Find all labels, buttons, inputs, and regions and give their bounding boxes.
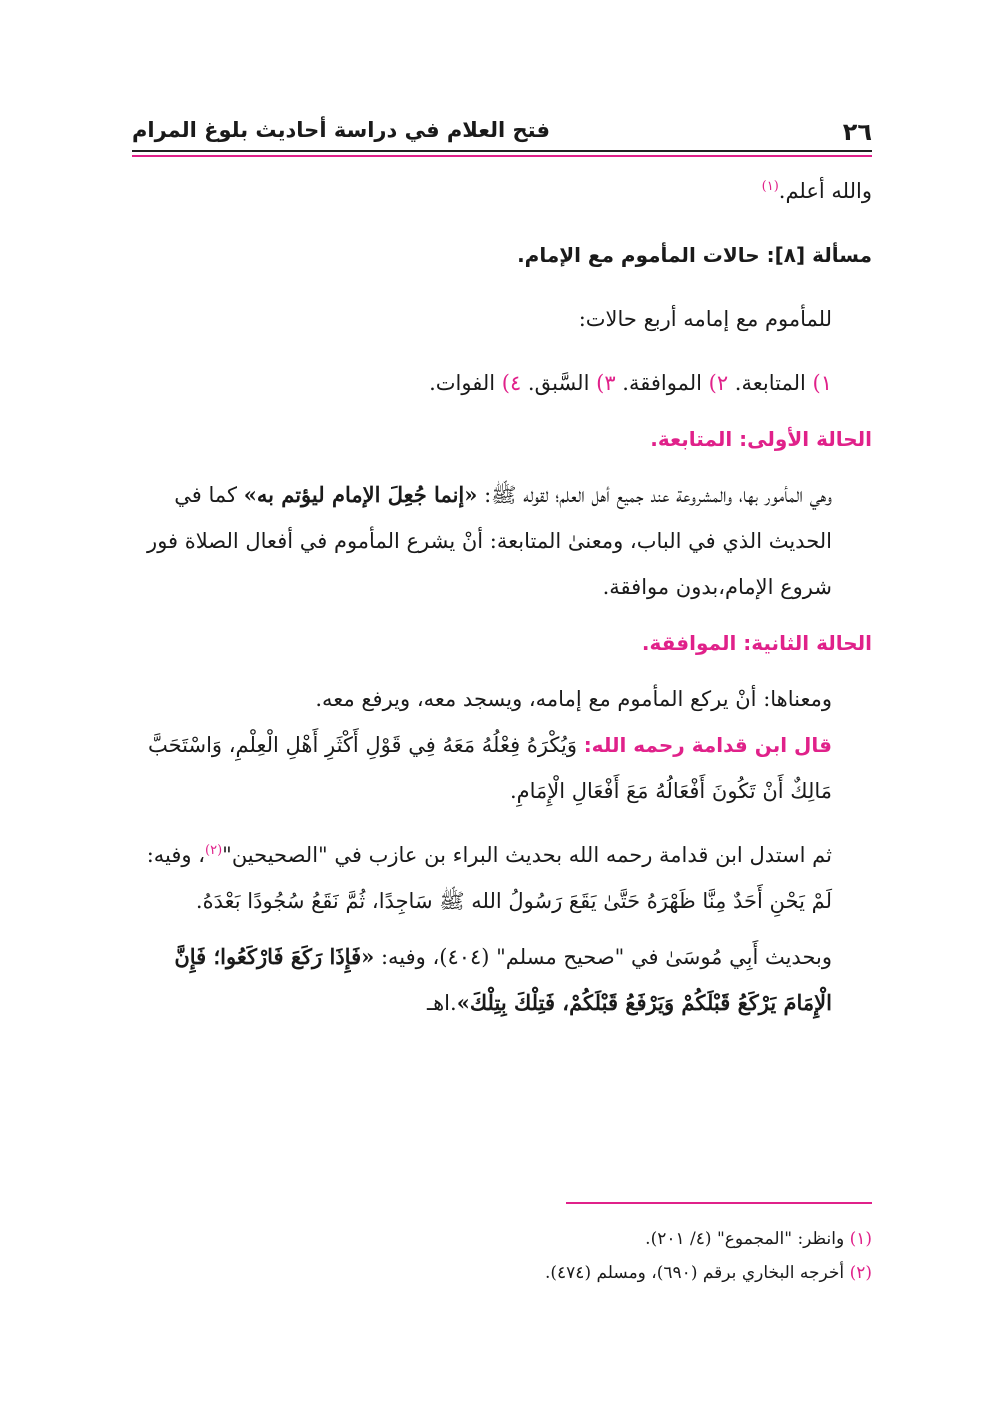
paragraph-2: ومعناها: أنْ يركع المأموم مع إمامه، ويسجد معه، ويرفع معه. [315, 687, 832, 711]
state-number-2: ٢) [708, 371, 729, 395]
page-header [132, 112, 872, 152]
state-4: الفوات. [429, 371, 496, 395]
paragraph-4-text-a: ثم استدل ابن قدامة رحمه الله بحديث البراء بن عازب في "الصحيحين" [222, 843, 832, 867]
state-number-4: ٤) [501, 371, 522, 395]
quoted-text: وَيُكْرَهُ فِعْلُهُ مَعَهُ فِي قَوْلِ أَكْثَرِ أَهْلِ الْعِلْمِ، وَاسْتَحَبَّ مَالِكٌ أَنْ تَكُونَ أَفْعَالُهُ مَعَ أَفْعَالِ الْإِمَامِ. [147, 733, 832, 803]
hadith-quote-1: «إنما جُعِلَ الإمام ليؤتم به» [243, 482, 478, 507]
paragraph-5-end: .اهـ [426, 991, 457, 1015]
footnote-1-number: (١) [849, 1229, 872, 1249]
section-heading-1: الحالة الأولى: المتابعة. [650, 427, 872, 451]
paragraph-1 [132, 472, 872, 610]
footnote-2-number: (٢) [849, 1263, 872, 1283]
state-number-1: ١) [812, 371, 832, 395]
state-2: الموافقة. [622, 371, 702, 395]
masala-heading [132, 232, 872, 278]
paragraph-4 [132, 832, 872, 924]
intro-line: للمأموم مع إمامه أربع حالات: [578, 307, 832, 331]
masala-title: حالات المأموم مع الإمام. [517, 243, 760, 267]
paragraph-5-text-a: وبحديث أَبِي مُوسَىٰ في "صحيح مسلم" (٤٠٤)، وفيه: [380, 945, 832, 969]
footnote-1 [132, 1222, 872, 1256]
footnote-2-text: أخرجه البخاري برقم (٦٩٠)، ومسلم (٤٧٤). [544, 1263, 845, 1283]
quote-speaker: قال ابن قدامة رحمه الله: [583, 733, 832, 757]
footnote-ref-1: (١) [761, 179, 779, 194]
paragraph-4-text-b: ، وفيه: لَمْ يَحْنِ أَحَدٌ مِنَّا ظَهْرَهُ حَتَّىٰ يَقَعَ رَسُولُ الله ﷺ سَاجِدًا، ثُمَّ نَقَعُ سُجُودًا بَعْدَهُ. [146, 843, 832, 913]
header-rule [132, 150, 872, 152]
closing-text: والله أعلم. [778, 179, 872, 203]
state-number-3: ٣) [596, 371, 616, 395]
footnote-ref-2: (٢) [205, 843, 223, 858]
states-list [132, 360, 872, 406]
paragraph-1-text-a: وهي المأمور بها، والمشروعة عند جميع أهل العلم؛ لقوله ﷺ: [484, 483, 832, 507]
running-title: فتح العلام في دراسة أحاديث بلوغ المرام [132, 118, 550, 142]
header-rule-accent [132, 155, 872, 157]
section-heading-2: الحالة الثانية: الموافقة. [641, 631, 872, 655]
paragraph-5 [132, 934, 872, 1026]
state-1: المتابعة. [734, 371, 806, 395]
footnote-1-text: وانظر: "المجموع" (٤/ ٢٠١). [645, 1229, 845, 1249]
state-3: السَّبق. [527, 371, 590, 395]
footnote-separator [566, 1202, 872, 1204]
closing-line [132, 168, 872, 214]
page-number: ٢٦ [842, 118, 872, 146]
footnote-2 [132, 1256, 872, 1290]
hadith-quote-2: «فَإِذَا رَكَعَ فَارْكَعُوا؛ فَإِنَّ الْإِمَامَ يَرْكَعُ قَبْلَكُمْ وَيَرْفَعُ قَبْلَكُمْ، فَتِلْكَ بِتِلْكَ» [174, 944, 832, 1015]
paragraph-1-text-b: كما في الحديث الذي في الباب، ومعنىٰ المتابعة: أنْ يشرع المأموم في أفعال الصلاة فور شروع الإمام،بدون موافقة. [147, 483, 832, 599]
masala-label: مسألة [٨]: [766, 243, 872, 267]
page-body [132, 168, 872, 1026]
paragraph-3 [132, 722, 872, 814]
footnotes [132, 1222, 872, 1290]
